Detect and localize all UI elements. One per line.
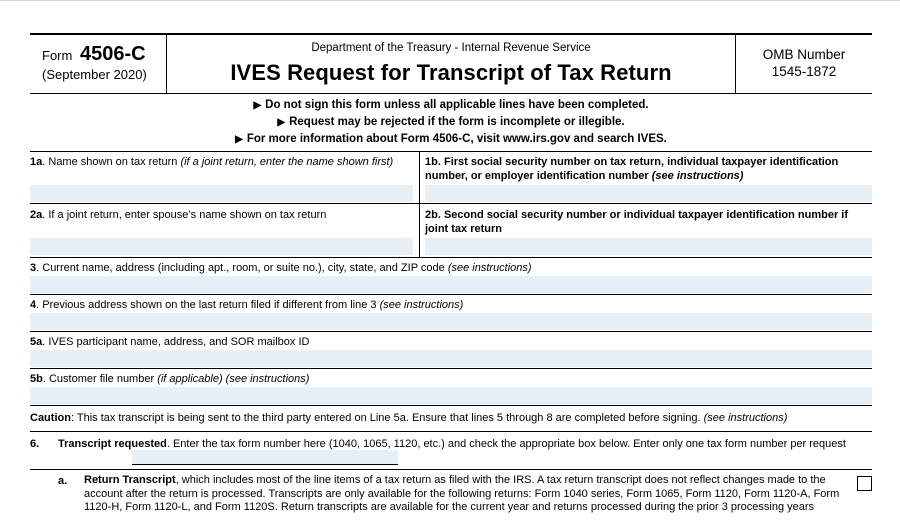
form-number: 4506-C [79,43,146,65]
line-1b-input[interactable] [425,185,872,202]
line-6-number: 6. [30,438,40,450]
line-5b-label: 5b. Customer file number (if applicable) (see instructions) [30,373,310,385]
rule-above-line4 [30,294,872,295]
line-4-input[interactable] [30,313,872,330]
form-header [30,33,872,94]
omb-label: OMB Number [762,47,846,62]
notice-3: ▶ For more information about Form 4506-C, visit www.irs.gov and search IVES. [235,133,667,145]
line-2b-label: 2b. Second social security number or individual taxpayer identification number if joint tax return [425,209,849,235]
line-1b-label: 1b. First social security number on tax return, individual taxpayer identification number, or employer identification number (see instructions) [425,156,839,182]
rule-above-line6 [30,431,872,432]
line-1a-label: 1a. Name shown on tax return (if a joint return, enter the name shown first) [30,156,394,168]
line-5a-label: 5a. IVES participant name, address, and SOR mailbox ID [30,336,310,348]
line-3-label: 3. Current name, address (including apt., room, or suite no.), city, state, and ZIP code (see instructions) [30,262,532,274]
arrow-right-icon: ▶ [277,117,286,128]
line-1a-input[interactable] [30,185,413,202]
department-line: Department of the Treasury - Internal Revenue Service [311,42,591,54]
line-3-input[interactable] [30,276,872,293]
rule-above-caution [30,405,872,406]
line-6a-letter: a. [58,475,68,487]
rule-above-line2 [30,203,872,204]
caution-note: Caution: This tax transcript is being sent to the third party entered on Line 5a. Ensure that lines 5 through 8 are completed before signing. (see instructions) [30,412,788,424]
line-6a-label: Return Transcript, which includes most of the line items of a tax return as filed with the IRS. A tax return transcript does not reflect changes made to the account after the return is processed. Transcripts are only available for the following returns: Form 1040 series, Form 1065, Form 1120, Form 1120-A, Form 1120-H, Form 1120-L, and Form 1120S. Return transcripts are available for the current year and returns processed during the prior 3 processing years [84,474,840,513]
line-5b-input[interactable] [30,387,872,404]
notice-1: ▶ Do not sign this form unless all applicable lines have been completed. [253,99,649,111]
arrow-right-icon: ▶ [253,100,262,111]
return-transcript-checkbox[interactable] [857,476,872,491]
omb-box [735,35,872,93]
tax-form-number-input[interactable] [132,450,398,465]
rule-above-line3 [30,257,872,258]
top-divider [0,0,900,1]
line-2a-label: 2a. If a joint return, enter spouse’s name shown on tax return [30,209,327,221]
notices [30,97,872,148]
rule-above-line1 [30,151,872,152]
line-4-label: 4. Previous address shown on the last return filed if different from line 3 (see instructions) [30,299,464,311]
rule-above-line6a [30,469,872,470]
line-2a-input[interactable] [30,238,413,255]
line-6-label: Transcript requested. Enter the tax form number here (1040, 1065, 1120, etc.) and check the appropriate box below. Enter only one tax form number per request [58,438,846,450]
form-revision: (September 2020) [42,67,147,82]
line-5a-input[interactable] [30,350,872,367]
rule-above-line5b [30,368,872,369]
line-2b-input[interactable] [425,238,872,255]
form-number-line [42,43,146,66]
rule-above-line5a [30,331,872,332]
form-title: IVES Request for Transcript of Tax Return [230,60,672,85]
form-word: Form [42,48,73,63]
form-id-box [30,35,167,93]
omb-number: 1545-1872 [771,64,837,79]
arrow-right-icon: ▶ [235,134,243,145]
column-divider [419,151,420,257]
notice-2: ▶ Request may be rejected if the form is incomplete or illegible. [277,116,625,128]
